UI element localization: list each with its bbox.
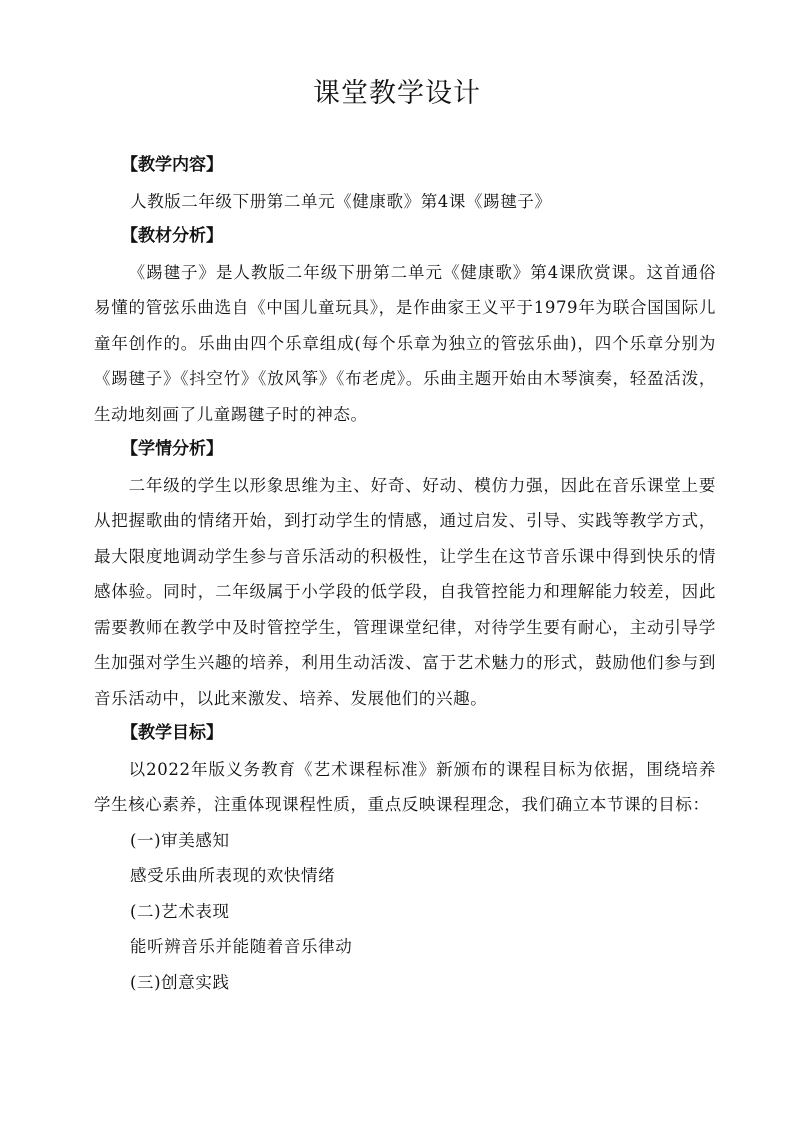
teaching-content-text: 人教版二年级下册第二单元《健康歌》第4课《踢毽子》	[130, 191, 552, 211]
objective-item: 能听辨音乐并能随着音乐律动	[130, 937, 353, 956]
objective-item: 感受乐曲所表现的欢快情绪	[130, 866, 336, 885]
heading-student-analysis: 【学情分析】	[121, 439, 223, 459]
page-title: 课堂教学设计	[313, 78, 481, 109]
heading-teaching-content: 【教学内容】	[121, 155, 223, 175]
heading-material-analysis: 【教材分析】	[121, 226, 223, 246]
objective-item: (三)创意实践	[130, 972, 230, 992]
objective-item: (二)艺术表现	[130, 901, 230, 921]
objective-item: (一)审美感知	[130, 830, 230, 850]
heading-teaching-objectives: 【教学目标】	[121, 723, 223, 743]
student-analysis-text: 二年级的学生以形象思维为主、好奇、好动、模仿力强，因此在音乐课堂上要从把握歌曲的情绪开始，到打动学生的情感，通过启发、引导、实践等教学方式，最大限度地调动学生参与音乐活动的积极性，让学生在这节音乐课中得到快乐的情感体验。同时，二年级属于小学段的低学段，自我管控能力和理解能力较差，因此需要教师在教学中及时管控学生，管理课堂纪律，对待学生要有耐心，主动引导学生加强对学生兴趣的培养，利用生动活泼、富于艺术魅力的形式，鼓励他们参与到音乐活动中，以此来激发、培养、发展他们的兴趣。	[94, 475, 716, 708]
material-analysis-text: 《踢毽子》是人教版二年级下册第二单元《健康歌》第4课欣赏课。这首通俗易懂的管弦乐曲选自《中国儿童玩具》，是作曲家王义平于1979年为联合国国际儿童年创作的。乐曲由四个乐章组成(每个乐章为独立的管弦乐曲)，四个乐章分别为《踢毽子》《抖空竹》《放风筝》《布老虎》。乐曲主题开始由木琴演奏，轻盈活泼，生动地刻画了儿童踢毽子时的神态。	[94, 262, 716, 424]
document-body	[94, 148, 716, 1000]
objectives-intro-text: 以2022年版义务教育《艺术课程标准》新颁布的课程目标为依据，围绕培养学生核心素养，注重体现课程性质，重点反映课程理念，我们确立本节课的目标：	[94, 759, 716, 814]
